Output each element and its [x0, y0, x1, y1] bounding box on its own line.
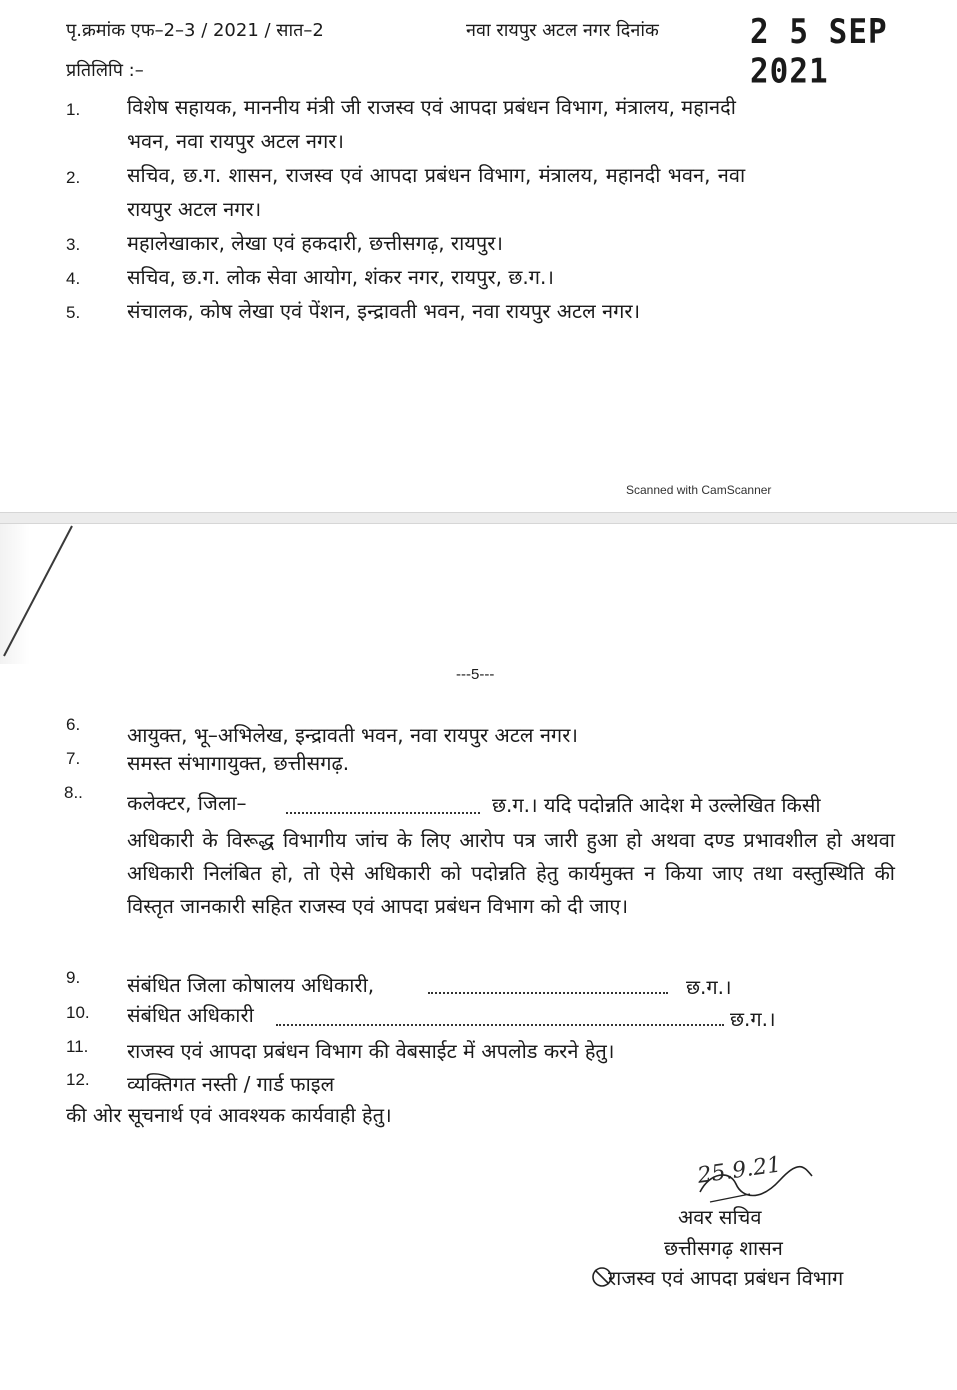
reference-number: पृ.क्रमांक एफ–2–3 / 2021 / सात–2 [66, 20, 324, 41]
list-item-line: आयुक्त, भू–अभिलेख, इन्द्रावती भवन, नवा रायपुर अटल नगर। [127, 723, 578, 747]
list-item-line: छ.ग.। यदि पदोन्नति आदेश मे उल्लेखित किसी [492, 793, 821, 817]
page-separator [0, 512, 957, 524]
list-item-line: संबंधित अधिकारी [127, 1003, 254, 1027]
list-item-tail: छ.ग.। [730, 1007, 776, 1031]
scanner-watermark: Scanned with CamScanner [626, 483, 772, 497]
list-item-line: व्यक्तिगत नस्ती / गार्ड फाइल [127, 1072, 335, 1096]
list-item-number: 12. [66, 1070, 90, 1089]
closing-line: की ओर सूचनार्थ एवं आवश्यक कार्यवाही हेतु। [66, 1103, 392, 1127]
date-stamp: 2 5 SEP 2021 [750, 12, 888, 92]
blank-fill-line [276, 1008, 724, 1026]
list-item-line: महालेखाकार, लेखा एवं हकदारी, छत्तीसगढ़, रायपुर। [127, 231, 503, 255]
list-item-tail: छ.ग.। [686, 975, 732, 999]
list-item-number: 5. [66, 303, 81, 322]
list-item-line: समस्त संभागायुक्त, छत्तीसगढ़. [127, 751, 350, 775]
list-item-number: 3. [66, 235, 81, 254]
blank-fill-line [428, 976, 668, 994]
document-page-2 [0, 524, 957, 1390]
list-item-line: सचिव, छ.ग. शासन, राजस्व एवं आपदा प्रबंधन विभाग, मंत्रालय, महानदी भवन, नवा [127, 163, 746, 187]
list-item-line: भवन, नवा रायपुर अटल नगर। [127, 129, 345, 153]
paper-fold-line [0, 524, 80, 664]
list-item-line: संचालक, कोष लेखा एवं पेंशन, इन्द्रावती भवन, नवा रायपुर अटल नगर। [127, 299, 641, 323]
list-item-line: विशेष सहायक, माननीय मंत्री जी राजस्व एवं आपदा प्रबंधन विभाग, मंत्रालय, महानदी [127, 95, 736, 119]
list-item-number: 10. [66, 1003, 90, 1022]
list-item-number: 7. [66, 749, 81, 768]
list-item-line: संबंधित जिला कोषालय अधिकारी, [127, 973, 375, 997]
copy-to-label: प्रतिलिपि :– [66, 60, 144, 81]
list-item-number: 4. [66, 269, 81, 288]
blank-fill-line [286, 796, 480, 814]
list-item-number: 11. [66, 1037, 89, 1056]
list-item-number: 2. [66, 168, 81, 187]
signatory-title: अवर सचिव [678, 1205, 762, 1229]
place-and-date-label: नवा रायपुर अटल नगर दिनांक [466, 20, 659, 41]
document-page-1 [0, 0, 957, 512]
list-item-lead: कलेक्टर, जिला– [127, 791, 247, 815]
government-name: छत्तीसगढ़ शासन [664, 1236, 783, 1260]
list-item-line: सचिव, छ.ग. लोक सेवा आयोग, शंकर नगर, रायपुर, छ.ग.। [127, 265, 554, 289]
list-item-number: 8.. [64, 783, 83, 802]
list-item-number: 9. [66, 968, 81, 987]
list-item-number: 6. [66, 715, 81, 734]
list-item-line: राजस्व एवं आपदा प्रबंधन विभाग की वेबसाईट में अपलोड करने हेतु। [127, 1039, 615, 1063]
page-number: ---5--- [456, 666, 495, 683]
list-item-line: रायपुर अटल नगर। [127, 197, 262, 221]
list-item-paragraph: अधिकारी के विरूद्ध विभागीय जांच के लिए आरोप पत्र जारी हुआ हो अथवा दण्ड प्रभावशील हो अथवा अधिकारी निलंबित हो, तो ऐसे अधिकारी को पदोन्नति हेतु कार्यमुक्त न किया जाए तथा वस्तुस्थिति की विस्तृत जानकारी सहित राजस्व एवं आपदा प्रबंधन विभाग को दी जाए। [127, 828, 895, 918]
list-item-number: 1. [66, 100, 81, 119]
department-name: राजस्व एवं आपदा प्रबंधन विभाग [608, 1266, 844, 1290]
handwritten-signature: 25.9.21 [696, 1152, 783, 1189]
